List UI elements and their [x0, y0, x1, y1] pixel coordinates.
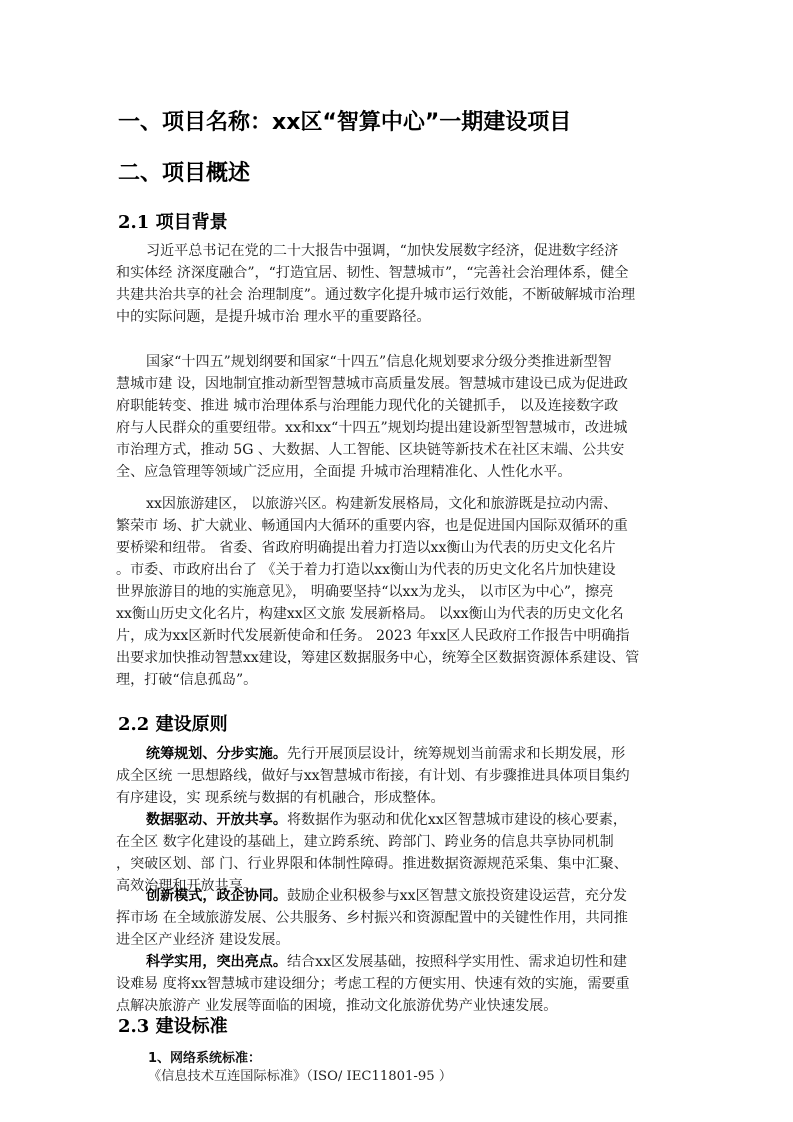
section-2-2-heading: 2.2 建设原则	[118, 714, 228, 735]
paragraph-line: 府与人民群众的重要纽带。xx和xx“十四五”规划均提出建设新型智慧城市，改进城	[116, 420, 628, 436]
principle-2	[116, 809, 676, 897]
paragraph-line: 要桥梁和纽带。 省委、省政府明确提出着力打造以xx衡山为代表的历史文化名片	[116, 540, 616, 556]
paragraph-line: 中的实际问题，是提升城市治 理水平的重要路径。	[116, 309, 431, 325]
paragraph-line: 繁荣市 场、扩大就业、畅通国内大循环的重要内容，也是促进国内国际双循环的重	[116, 518, 628, 534]
principle-3	[116, 885, 676, 951]
principle-text: 结合xx区发展基础，按照科学实用性、需求迫切性和建	[286, 954, 627, 970]
paragraph-line: 国家“十四五”规划纲要和国家“十四五”信息化规划要求分级分类推进新型智	[146, 354, 612, 370]
principle-text: 将数据作为驱动和优化xx区智慧城市建设的核心要素，	[286, 812, 627, 828]
project-title: 一、项目名称：xx区“智算中心”一期建设项目	[118, 110, 572, 135]
paragraph-line: 出要求加快推动智慧xx建设，筹建区数据服务中心，统筹全区数据资源体系建设、管	[116, 650, 640, 666]
paragraph-line: 挥市场 在全域旅游发展、公共服务、乡村振兴和资源配置中的关键性作用，共同推	[116, 910, 628, 926]
paragraph-line: 共建共治共享的社会 治理制度”。通过数字化提升城市运行效能，不断破解城市治理	[116, 287, 636, 303]
background-paragraph-1	[116, 240, 676, 328]
paragraph-line	[116, 743, 676, 765]
principle-1	[116, 743, 676, 809]
paragraph-line: 在全区 数字化建设的基础上，建立跨系统、跨部门、跨业务的信息共享协同机制	[116, 834, 614, 850]
principle-title: 科学实用，突出亮点。	[146, 954, 287, 970]
background-paragraph-2	[116, 351, 676, 483]
paragraph-line: 设难易 度将xx智慧城市建设细分；考虑工程的方便实用、快速有效的实施，需要重	[116, 976, 630, 992]
paragraph-line: 和实体经 济深度融合”，“打造宜居、韧性、智慧城市”，“完善社会治理体系，健全	[116, 265, 629, 281]
paragraph-line: 进全区产业经济 建设发展。	[116, 932, 290, 948]
principle-text: 鼓励企业积极参与xx区智慧文旅投资建设运营，充分发	[286, 888, 627, 904]
principle-text: 先行开展顶层设计，统筹规划当前需求和长期发展，形	[286, 746, 626, 762]
principle-title: 创新模式，政企协同。	[146, 888, 287, 904]
paragraph-line	[116, 809, 676, 831]
paragraph-line: 高效治理和开放共享。	[116, 878, 257, 894]
paragraph-line: 成全区统 一思想路线，做好与xx智慧城市衔接，有计划、有步骤推进具体项目集约	[116, 768, 630, 784]
paragraph-line: 片，成为xx区新时代发展新使命和任务。 2023 年xx区人民政府工作报告中明确指	[116, 628, 630, 644]
principle-title: 统筹规划、分步实施。	[146, 746, 287, 762]
paragraph-line: 有序建设，实 现系统与数据的有机融合，形成整体。	[116, 790, 445, 806]
principle-4	[116, 951, 676, 1017]
section-2-1-heading: 2.1 项目背景	[118, 212, 228, 233]
paragraph-line: 理，打破“信息孤岛”。	[116, 672, 258, 688]
paragraph-line: 。市委、市政府出台了 《关于着力打造以xx衡山为代表的历史文化名片加快建设	[116, 562, 616, 578]
background-paragraph-3	[116, 493, 676, 691]
section-2-3-heading: 2.3 建设标准	[118, 1016, 228, 1037]
paragraph-line: xx衡山历史文化名片，构建xx区文旅 发展新格局。 以xx衡山为代表的历史文化名	[116, 606, 624, 622]
paragraph-line: xx因旅游建区， 以旅游兴区。构建新发展格局，文化和旅游既是拉动内需、	[146, 496, 618, 512]
principle-title: 数据驱动、开放共享。	[146, 812, 287, 828]
overview-heading: 二、项目概述	[118, 161, 251, 186]
network-standard-item: 《信息技术互连国际标准》（ISO/ IEC11801-95 ）	[148, 1069, 453, 1084]
paragraph-line: 府职能转变、推进 城市治理体系与治理能力现代化的关键抓手， 以及连接数字政	[116, 398, 619, 414]
paragraph-line: 习近平总书记在党的二十大报告中强调，“加快发展数字经济，促进数字经济	[146, 243, 619, 259]
paragraph-line: ，突破区划、部 门、行业界限和体制性障碍。推进数据资源规范采集、集中汇聚、	[116, 856, 628, 872]
paragraph-line: 全、应急管理等领域广泛应用，全面提 升城市治理精准化、人性化水平。	[116, 464, 572, 480]
paragraph-line: 慧城市建 设，因地制宜推动新型智慧城市高质量发展。智慧城市建设已成为促进政	[116, 376, 628, 392]
paragraph-line: 点解决旅游产 业发展等面临的困境，推动文化旅游优势产业快速发展。	[116, 998, 558, 1014]
paragraph-line: 世界旅游目的地的实施意见》， 明确要坚持“以xx为龙头， 以市区为中心”，擦亮	[116, 584, 614, 600]
paragraph-line: 市治理方式，推动 5G 、大数据、人工智能、区块链等新技术在社区末端、公共安	[116, 442, 625, 458]
paragraph-line	[116, 885, 676, 907]
network-standard-label: 1、网络系统标准：	[148, 1051, 262, 1066]
paragraph-line	[116, 951, 676, 973]
